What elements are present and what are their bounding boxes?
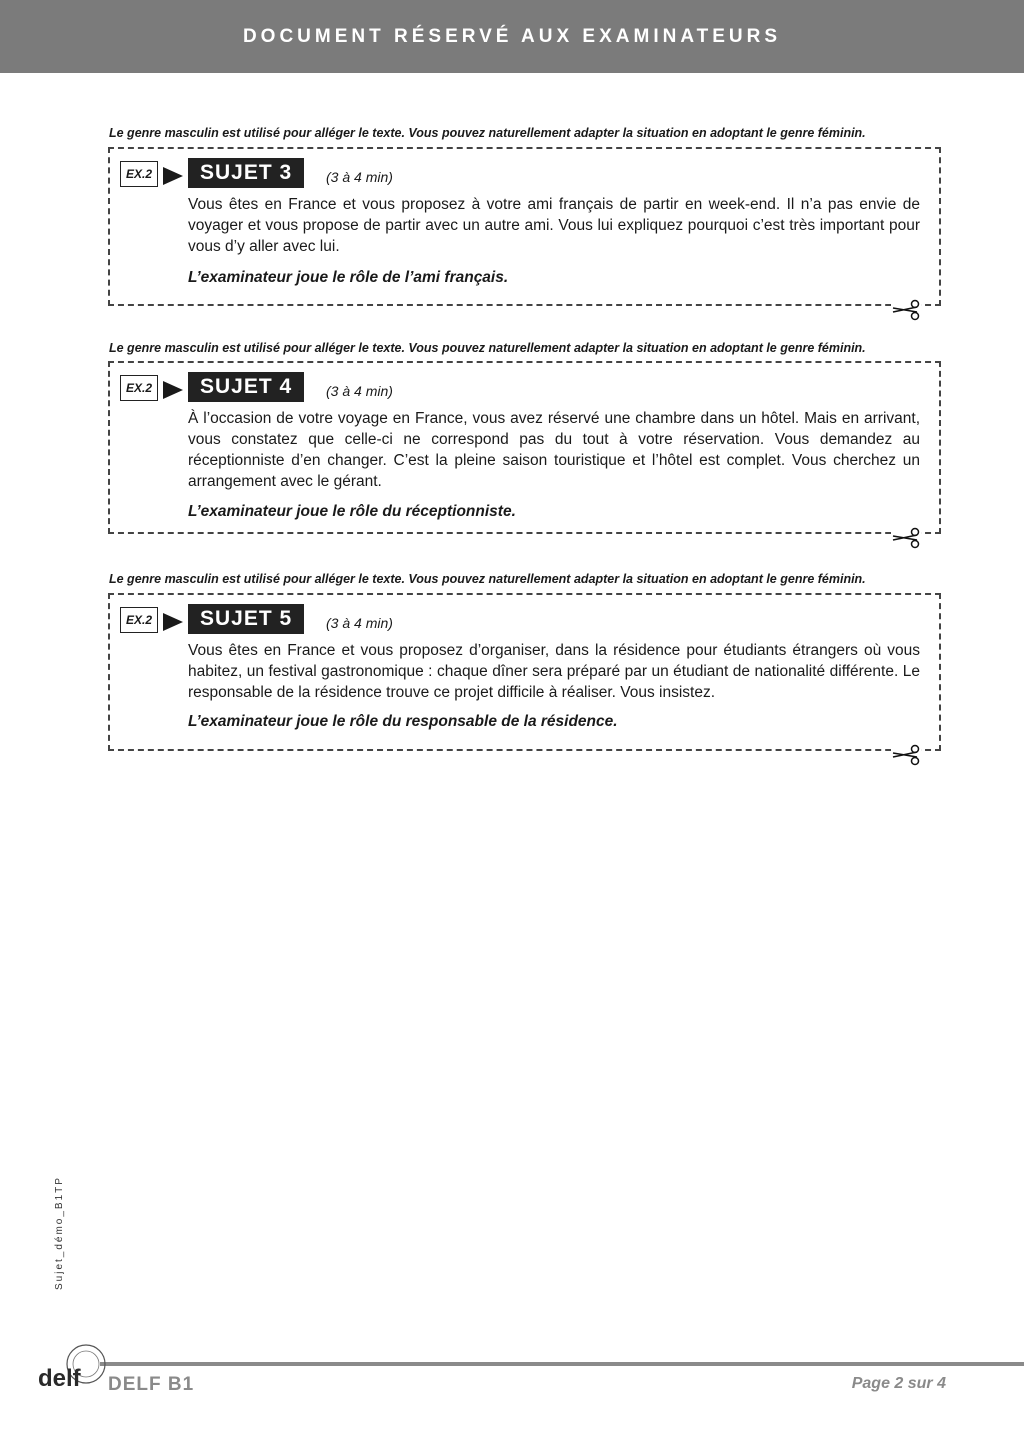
exercise-badge: EX.2 — [120, 161, 158, 187]
subject-duration: (3 à 4 min) — [326, 169, 393, 185]
footer-divider — [100, 1362, 1024, 1366]
exercise-badge: EX.2 — [120, 607, 158, 633]
subject-duration: (3 à 4 min) — [326, 615, 393, 631]
subject-instructions: À l’occasion de votre voyage en France, vous avez réservé une chambre dans un hôtel. Mais en arrivant, vous constatez que celle-ci ne correspond pas du tout à votre réservation. Vous demandez au réceptionniste d’en changer. C’est la pleine saison touristique et l’hôtel est complet. Vous cherchez un arrangement avec le gérant. — [188, 410, 920, 490]
arrow-icon — [163, 167, 183, 185]
subject-card — [108, 147, 941, 306]
examiner-role: L’examinateur joue le rôle du réceptionniste. — [188, 503, 516, 520]
subject-instructions: Vous êtes en France et vous proposez d’organiser, dans la résidence pour étudiants étrangers où vous habitez, un festival gastronomique : chaque dîner sera préparé par un étudiant de nationalité différente. Le responsable de la résidence trouve ce projet difficile à réaliser. Vous insistez. — [188, 642, 920, 701]
subject-instructions: Vous êtes en France et vous proposez à votre ami français de partir en week-end. Il n’a pas envie de voyager et vous propose de partir avec un autre ami. Vous lui expliquez pourquoi c’est très important pour vous d’y aller avec lui. — [188, 196, 920, 255]
examiner-role: L’examinateur joue le rôle du responsable de la résidence. — [188, 713, 618, 730]
subject-title: SUJET 3 — [188, 158, 304, 188]
document-reference: Sujet_démo_B1TP — [54, 1176, 65, 1290]
subject-title: SUJET 4 — [188, 372, 304, 402]
gender-note: Le genre masculin est utilisé pour alléger le texte. Vous pouvez naturellement adapter la situation en adoptant le genre féminin. — [109, 341, 866, 355]
arrow-icon — [163, 381, 183, 399]
exam-level: DELF B1 — [108, 1374, 195, 1395]
examiner-role: L’examinateur joue le rôle de l’ami français. — [188, 269, 509, 286]
scissors-icon — [891, 744, 921, 766]
delf-logo — [36, 1342, 108, 1392]
header-banner: DOCUMENT RÉSERVÉ AUX EXAMINATEURS — [0, 0, 1024, 73]
page-number: Page 2 sur 4 — [851, 1375, 946, 1392]
subject-title: SUJET 5 — [188, 604, 304, 634]
gender-note: Le genre masculin est utilisé pour alléger le texte. Vous pouvez naturellement adapter la situation en adoptant le genre féminin. — [109, 572, 866, 586]
gender-note: Le genre masculin est utilisé pour alléger le texte. Vous pouvez naturellement adapter la situation en adoptant le genre féminin. — [109, 126, 866, 140]
subject-card — [108, 361, 941, 534]
scissors-icon — [891, 527, 921, 549]
scissors-icon — [891, 299, 921, 321]
arrow-icon — [163, 613, 183, 631]
exercise-badge: EX.2 — [120, 375, 158, 401]
subject-duration: (3 à 4 min) — [326, 383, 393, 399]
subject-card — [108, 593, 941, 751]
logo-wordmark: delf — [38, 1365, 81, 1392]
